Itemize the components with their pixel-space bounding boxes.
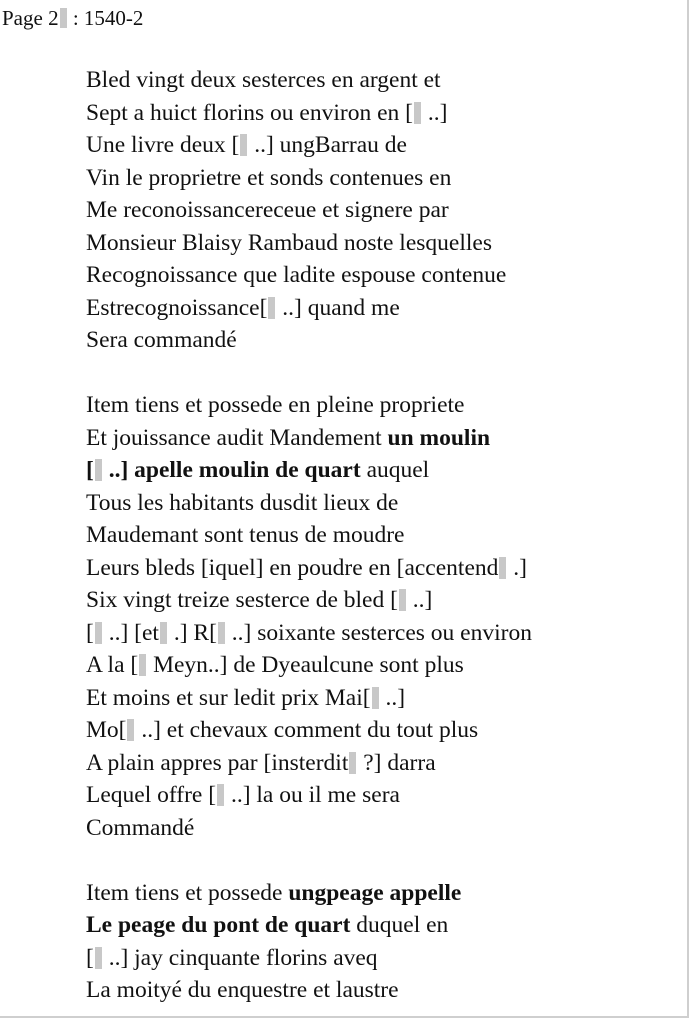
text-segment: ..] quand me (276, 294, 400, 321)
text-segment: La moityé du enquestre et laustre (86, 977, 399, 1003)
text-line (86, 519, 681, 552)
redaction-mark (60, 8, 67, 28)
text-segment: ..] (379, 684, 406, 711)
text-segment: ?] darra (357, 749, 436, 776)
text-segment: Commandé (86, 814, 195, 841)
text-segment: .] R[ (167, 619, 217, 646)
redaction-mark (349, 752, 356, 774)
text-line (86, 909, 681, 942)
text-line (86, 942, 681, 975)
text-segment: Item tiens et possede (86, 879, 289, 906)
text-segment: Me reconoissancereceue et signere par (86, 197, 449, 223)
text-line (86, 389, 681, 422)
text-line (86, 714, 681, 747)
text-line (86, 162, 681, 195)
text-segment: Monsieur Blaisy Rambaud noste lesquelles (86, 229, 492, 256)
text-segment: Leurs bleds [iquel] en poudre en [accentend (86, 554, 499, 581)
text-line (86, 487, 681, 520)
text-line (86, 584, 681, 617)
bold-text: Le peage du pont de quart (86, 912, 351, 938)
bold-text: un moulin (387, 424, 491, 451)
text-segment: ..] (421, 99, 448, 126)
redaction-mark (95, 622, 102, 644)
text-line (86, 324, 681, 357)
text-segment: ..] et chevaux comment du tout plus (135, 717, 479, 743)
redaction-mark (499, 557, 506, 579)
bold-text: [ (86, 457, 94, 483)
text-segment: ..] (406, 587, 433, 613)
text-segment: Maudemant sont tenus de moudre (86, 522, 405, 548)
text-line (86, 64, 681, 97)
text-segment: Vin le proprietre et sonds contenues en (86, 164, 452, 191)
text-line (86, 649, 681, 682)
text-segment: ..] la ou il me sera (225, 782, 400, 808)
bold-text: ungpeage appelle (288, 879, 462, 906)
text-segment: Item tiens et possede en pleine propriete (86, 392, 465, 418)
text-segment: Six vingt treize sesterce de bled [ (86, 587, 398, 613)
text-segment: ..] ungBarrau de (248, 132, 407, 158)
text-segment: Meyn..] de Dyeaulcune sont plus (147, 652, 464, 678)
bold-text: ..] apelle moulin de quart (102, 457, 361, 483)
text-segment: Et jouissance audit Mandement (86, 424, 388, 451)
redaction-mark (139, 654, 146, 676)
redaction-mark (414, 102, 421, 124)
text-segment: ..] jay cinquante florins aveq (102, 944, 378, 971)
text-segment: duquel en (350, 912, 449, 938)
text-segment: Une livre deux [ (86, 132, 240, 158)
text-segment: Mo[ (86, 717, 127, 743)
text-segment: A la [ (86, 652, 139, 678)
paragraph (86, 389, 681, 844)
text-segment: [ (86, 619, 94, 646)
transcription-body (86, 64, 681, 1024)
text-segment: Sept a huict florins ou environ en (86, 99, 406, 126)
page-header (2, 4, 143, 32)
text-line (86, 682, 681, 715)
redaction-mark (240, 134, 247, 156)
paragraph (86, 64, 681, 357)
text-segment: ..] [et (102, 619, 159, 646)
redaction-mark (95, 459, 102, 481)
page-label: Page 2 (2, 6, 59, 30)
text-segment: Tous les habitants dusdit lieux de (86, 489, 399, 516)
text-line (86, 747, 681, 780)
text-line (86, 812, 681, 845)
text-line (86, 422, 681, 455)
redaction-mark (372, 687, 379, 709)
text-segment: A plain appres par [insterdit (86, 749, 349, 776)
text-line (86, 194, 681, 227)
text-line (86, 877, 681, 910)
text-line (86, 259, 681, 292)
text-line (86, 552, 681, 585)
text-line (86, 97, 681, 130)
text-line (86, 974, 681, 1007)
text-line (86, 617, 681, 650)
redaction-mark (217, 784, 224, 806)
redaction-mark (399, 589, 406, 611)
text-segment: auquel (360, 457, 430, 483)
text-segment: Lequel offre [ (86, 782, 217, 808)
text-segment: Recognoissance que ladite espouse contenue (86, 262, 507, 288)
redaction-mark (268, 297, 275, 319)
text-line (86, 129, 681, 162)
text-segment: Estrecognoissance[ (86, 294, 268, 321)
text-segment: .] (507, 554, 527, 581)
redaction-mark (218, 622, 225, 644)
text-segment: Bled vingt deux sesterces en argent et (86, 67, 441, 93)
redaction-mark (95, 947, 102, 969)
text-segment: Et moins et sur ledit prix Mai[ (86, 684, 371, 711)
text-segment: Sera commandé (86, 327, 237, 353)
text-line (86, 227, 681, 260)
text-segment: ..] soixante sesterces ou environ (225, 619, 532, 646)
text-line (86, 779, 681, 812)
text-line (86, 292, 681, 325)
text-line (86, 454, 681, 487)
text-segment: [ (405, 99, 413, 126)
paragraph (86, 877, 681, 1007)
redaction-mark (127, 719, 134, 741)
page-reference: : 1540-2 (72, 6, 144, 30)
redaction-mark (160, 622, 167, 644)
text-segment: [ (86, 944, 94, 971)
